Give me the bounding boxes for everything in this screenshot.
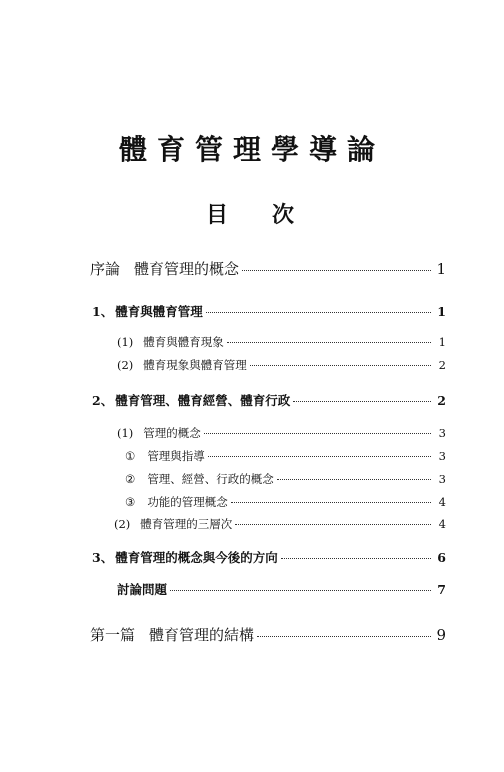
toc-text: 功能的管理概念 xyxy=(147,495,228,509)
toc-page: 4 xyxy=(438,495,446,509)
toc-entry-2-1[interactable] xyxy=(117,425,446,441)
toc-entry-2-1-2[interactable] xyxy=(125,471,446,487)
leader-dots xyxy=(293,401,431,402)
leader-dots xyxy=(281,558,431,559)
toc-prefix: 1、 xyxy=(92,304,114,319)
leader-dots xyxy=(257,636,431,637)
toc-text: 體育管理的概念與今後的方向 xyxy=(115,550,278,565)
toc-entry-2-1-3[interactable] xyxy=(125,494,446,510)
toc-text: 體育管理的概念 xyxy=(134,260,240,278)
toc-text: 管理、經營、行政的概念 xyxy=(147,472,274,486)
toc-text: 管理與指導 xyxy=(147,449,205,463)
toc-prefix: 序論 xyxy=(90,260,121,278)
toc-prefix: 第一篇 xyxy=(90,626,136,644)
toc-entry-3[interactable] xyxy=(92,548,446,566)
leader-dots xyxy=(206,312,431,313)
contents-heading: 目次 xyxy=(205,202,338,228)
toc-prefix: (1) xyxy=(117,335,134,349)
toc-entry-1-1[interactable] xyxy=(117,334,446,350)
leader-dots xyxy=(204,433,431,434)
toc-page: 1 xyxy=(438,335,446,349)
toc-entry-2[interactable] xyxy=(92,391,446,409)
toc-page: 9 xyxy=(436,626,446,644)
toc-text: 體育管理的結構 xyxy=(149,626,255,644)
toc-text: 管理的概念 xyxy=(143,426,201,440)
toc-prefix: 2、 xyxy=(92,393,114,408)
book-title: 體育管理學導論 xyxy=(118,133,385,166)
leader-dots xyxy=(231,502,431,503)
toc-entry-intro[interactable] xyxy=(90,258,446,279)
leader-dots xyxy=(170,590,431,591)
leader-dots xyxy=(242,270,431,271)
toc-text: 體育管理的三層次 xyxy=(140,517,233,531)
toc-page: 3 xyxy=(438,449,446,463)
leader-dots xyxy=(250,365,431,366)
toc-prefix: (2) xyxy=(117,358,134,372)
leader-dots xyxy=(235,524,431,525)
toc-text: 體育管理、體育經營、體育行政 xyxy=(115,393,291,408)
toc-page: 2 xyxy=(438,358,446,372)
toc-prefix: ③ xyxy=(125,495,136,509)
toc-entry-2-1-1[interactable] xyxy=(125,448,446,464)
leader-dots xyxy=(208,456,431,457)
toc-text: 討論問題 xyxy=(117,582,168,597)
leader-dots xyxy=(277,479,431,480)
toc-text: 體育與體育管理 xyxy=(115,304,203,319)
toc-entry-1-2[interactable] xyxy=(117,357,446,373)
toc-prefix: ① xyxy=(125,449,136,463)
toc-entry-1[interactable] xyxy=(92,302,446,320)
toc-page: 4 xyxy=(438,517,446,531)
toc-text: 體育現象與體育管理 xyxy=(143,358,247,372)
toc-prefix: (1) xyxy=(117,426,134,440)
toc-entry-part-1[interactable] xyxy=(90,624,446,645)
toc-prefix: ② xyxy=(125,472,136,486)
toc-page: 6 xyxy=(437,550,446,565)
toc-prefix: (2) xyxy=(114,517,131,531)
toc-text: 體育與體育現象 xyxy=(143,335,224,349)
toc-page: 3 xyxy=(438,426,446,440)
leader-dots xyxy=(227,342,431,343)
toc-page: 7 xyxy=(437,582,446,597)
toc-entry-discussion[interactable] xyxy=(117,580,446,598)
toc-entry-2-2[interactable] xyxy=(114,516,446,532)
toc-page: 2 xyxy=(437,393,446,408)
toc-page: 3 xyxy=(438,472,446,486)
toc-prefix: 3、 xyxy=(92,550,114,565)
toc-page: 1 xyxy=(436,260,446,278)
toc-page: 1 xyxy=(437,304,446,319)
